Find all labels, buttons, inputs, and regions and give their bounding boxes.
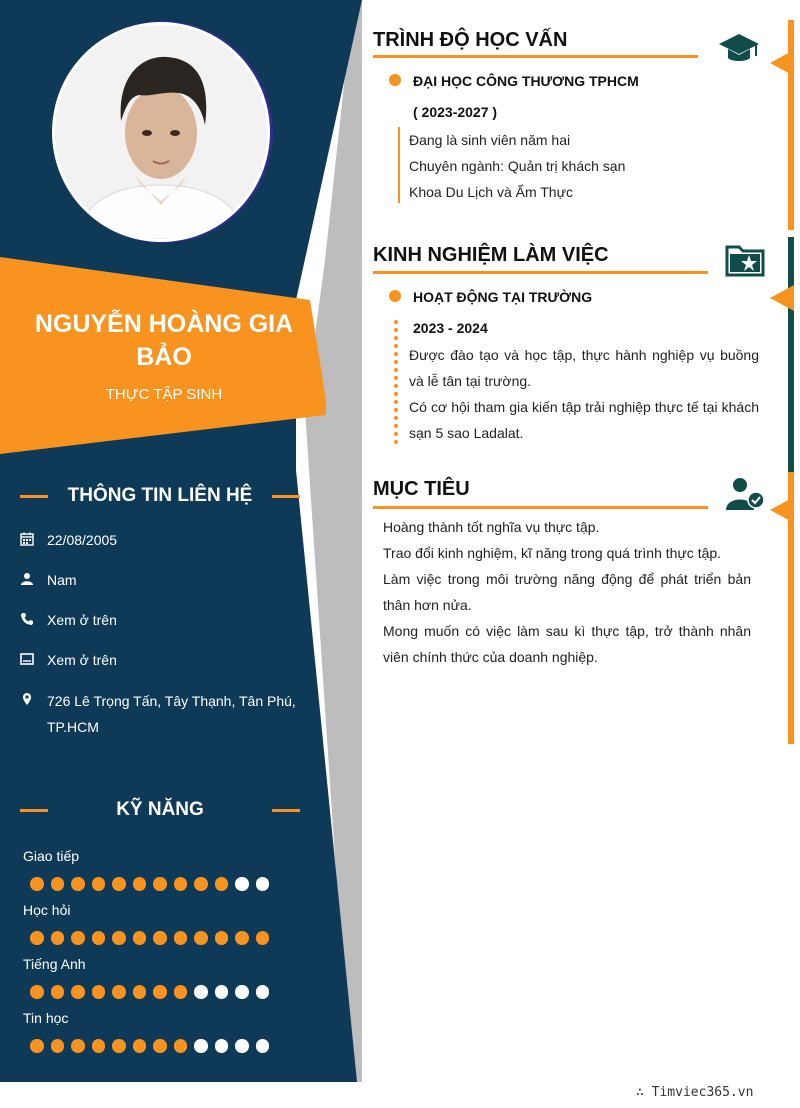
- objective-line: Hoàng thành tốt nghĩa vụ thực tập.: [383, 519, 600, 535]
- skill-dot-filled: [235, 931, 249, 945]
- skill-rating: [30, 931, 269, 945]
- job-title: THỰC TẬP SINH: [105, 386, 223, 403]
- skill-dot-filled: [174, 985, 188, 999]
- person-icon: [20, 572, 34, 586]
- skill-dot-filled: [153, 877, 167, 891]
- skill-dot-filled: [133, 1039, 147, 1053]
- skill-dot-filled: [92, 985, 106, 999]
- skill-dot-filled: [51, 985, 65, 999]
- skill-dot-filled: [30, 1039, 44, 1053]
- accent-arrow: [770, 50, 794, 76]
- skill-dot-filled: [51, 1039, 65, 1053]
- skill-dot-empty: [194, 1039, 208, 1053]
- location-pin-icon: [20, 692, 34, 706]
- skill-dot-filled: [92, 1039, 106, 1053]
- skill-item: [23, 846, 283, 900]
- skill-dot-empty: [256, 985, 270, 999]
- contact-address: [20, 688, 300, 740]
- objective-section: [373, 476, 768, 676]
- contact-email: [20, 648, 300, 688]
- skill-dot-filled: [71, 877, 85, 891]
- footer-brand[interactable]: ∴ Timviec365.vn: [636, 1085, 754, 1100]
- skills-heading: [20, 795, 300, 825]
- skills-list: [23, 846, 283, 1062]
- skill-dot-filled: [153, 931, 167, 945]
- phone-icon: [20, 612, 34, 626]
- skill-dot-filled: [92, 931, 106, 945]
- timeline-bullet: [389, 290, 401, 302]
- objective-heading: MỤC TIÊU: [373, 478, 470, 500]
- skill-rating: [30, 877, 269, 891]
- skill-dot-filled: [112, 931, 126, 945]
- skill-dot-empty: [235, 877, 249, 891]
- section-rule: [373, 55, 698, 58]
- education-period: ( 2023-2027 ): [413, 104, 498, 120]
- skill-dot-empty: [256, 877, 270, 891]
- skill-dot-filled: [215, 877, 229, 891]
- skill-name: Giao tiếp: [23, 848, 80, 864]
- education-line: Đang là sinh viên năm hai: [409, 132, 571, 148]
- skill-name: Tin học: [23, 1010, 69, 1026]
- calendar-icon: [20, 532, 34, 546]
- objective-line: Trao đổi kinh nghiệm, kĩ năng trong quá trình thực tập.: [383, 545, 722, 561]
- contact-text: 22/08/2005: [47, 532, 118, 548]
- skill-dot-filled: [30, 985, 44, 999]
- education-line: Khoa Du Lịch và Ẩm Thực: [409, 184, 573, 200]
- skill-dot-filled: [133, 985, 147, 999]
- contact-text: Xem ở trên: [47, 652, 117, 668]
- organization-name: HOẠT ĐỘNG TẠI TRƯỜNG: [413, 289, 593, 305]
- school-name: ĐẠI HỌC CÔNG THƯƠNG TPHCM: [413, 73, 639, 89]
- timeline-bullet: [389, 74, 401, 86]
- objective-line: Làm việc trong môi trường năng động để phát triển bản thân hơn nửa.: [383, 571, 751, 613]
- accent-arrow: [770, 285, 794, 311]
- skill-dot-filled: [71, 931, 85, 945]
- skill-dot-filled: [174, 877, 188, 891]
- skill-dot-filled: [174, 931, 188, 945]
- contact-list: [20, 528, 300, 740]
- skill-dot-filled: [71, 1039, 85, 1053]
- skills-heading-text: KỸ NĂNG: [116, 799, 204, 820]
- skill-dot-filled: [112, 877, 126, 891]
- education-section: [373, 27, 768, 207]
- skill-dot-empty: [235, 985, 249, 999]
- skill-dot-empty: [215, 985, 229, 999]
- skill-dot-filled: [51, 877, 65, 891]
- experience-line: Có cơ hội tham gia kiến tập trải nghiệp thực tế tại khách sạn 5 sao Ladalat.: [409, 399, 759, 441]
- objective-details: [383, 514, 751, 670]
- accent-arrow: [770, 497, 794, 523]
- skill-dot-filled: [133, 877, 147, 891]
- skill-name: Học hỏi: [23, 902, 71, 918]
- skill-dot-empty: [235, 1039, 249, 1053]
- skill-item: [23, 954, 283, 1008]
- skill-rating: [30, 1039, 269, 1053]
- skill-dot-filled: [153, 985, 167, 999]
- skill-item: [23, 900, 283, 954]
- experience-heading: KINH NGHIỆM LÀM VIỆC: [373, 244, 609, 266]
- skill-dot-filled: [194, 877, 208, 891]
- skill-dot-filled: [30, 931, 44, 945]
- skill-dot-filled: [133, 931, 147, 945]
- skill-dot-filled: [30, 877, 44, 891]
- heading-dash: [272, 495, 300, 498]
- skill-dot-filled: [215, 931, 229, 945]
- education-details: [409, 127, 759, 205]
- contact-text: Nam: [47, 572, 77, 588]
- skill-dot-filled: [92, 877, 106, 891]
- portrait-image: [55, 25, 267, 239]
- education-heading: TRÌNH ĐỘ HỌC VẤN: [373, 29, 568, 51]
- candidate-name: NGUYỄN HOÀNG GIA BẢO: [34, 310, 294, 371]
- skill-name: Tiếng Anh: [23, 956, 86, 972]
- contact-text: 726 Lê Trọng Tấn, Tây Thạnh, Tân Phú, TP.HCM: [47, 693, 296, 735]
- skill-item: [23, 1008, 283, 1062]
- user-check-icon: [725, 476, 765, 510]
- section-rule: [373, 506, 708, 509]
- contact-phone: [20, 608, 300, 648]
- skill-rating: [30, 985, 269, 999]
- experience-details: [409, 342, 759, 446]
- timeline-line: [398, 127, 400, 203]
- folder-star-icon: [725, 243, 765, 277]
- skill-dot-empty: [256, 1039, 270, 1053]
- contact-birthdate: [20, 528, 300, 568]
- email-icon: [20, 652, 34, 666]
- objective-line: Mong muốn có việc làm sau kì thực tập, trở thành nhân viên chính thức của doanh nghiệp.: [383, 623, 751, 665]
- contact-heading: [20, 481, 300, 511]
- avatar: [52, 22, 270, 242]
- timeline-dots: [394, 320, 402, 444]
- heading-dash: [20, 495, 48, 498]
- skill-dot-filled: [153, 1039, 167, 1053]
- heading-dash: [272, 809, 300, 812]
- accent-bar-experience: [788, 237, 794, 472]
- section-rule: [373, 271, 708, 274]
- skill-dot-filled: [112, 1039, 126, 1053]
- experience-section: [373, 242, 768, 452]
- contact-gender: [20, 568, 300, 608]
- skill-dot-filled: [256, 931, 270, 945]
- contact-text: Xem ở trên: [47, 612, 117, 628]
- skill-dot-filled: [194, 931, 208, 945]
- education-line: Chuyên ngành: Quản trị khách sạn: [409, 158, 626, 174]
- skill-dot-filled: [71, 985, 85, 999]
- heading-dash: [20, 809, 48, 812]
- experience-line: Được đào tạo và học tập, thực hành nghiệp vụ buồng và lễ tân tại trường.: [409, 347, 759, 389]
- skill-dot-filled: [112, 985, 126, 999]
- skill-dot-empty: [194, 985, 208, 999]
- graduation-cap-icon: [719, 32, 759, 66]
- experience-period: 2023 - 2024: [413, 320, 488, 336]
- skill-dot-empty: [215, 1039, 229, 1053]
- skill-dot-filled: [174, 1039, 188, 1053]
- contact-heading-text: THÔNG TIN LIÊN HỆ: [67, 485, 253, 506]
- skill-dot-filled: [51, 931, 65, 945]
